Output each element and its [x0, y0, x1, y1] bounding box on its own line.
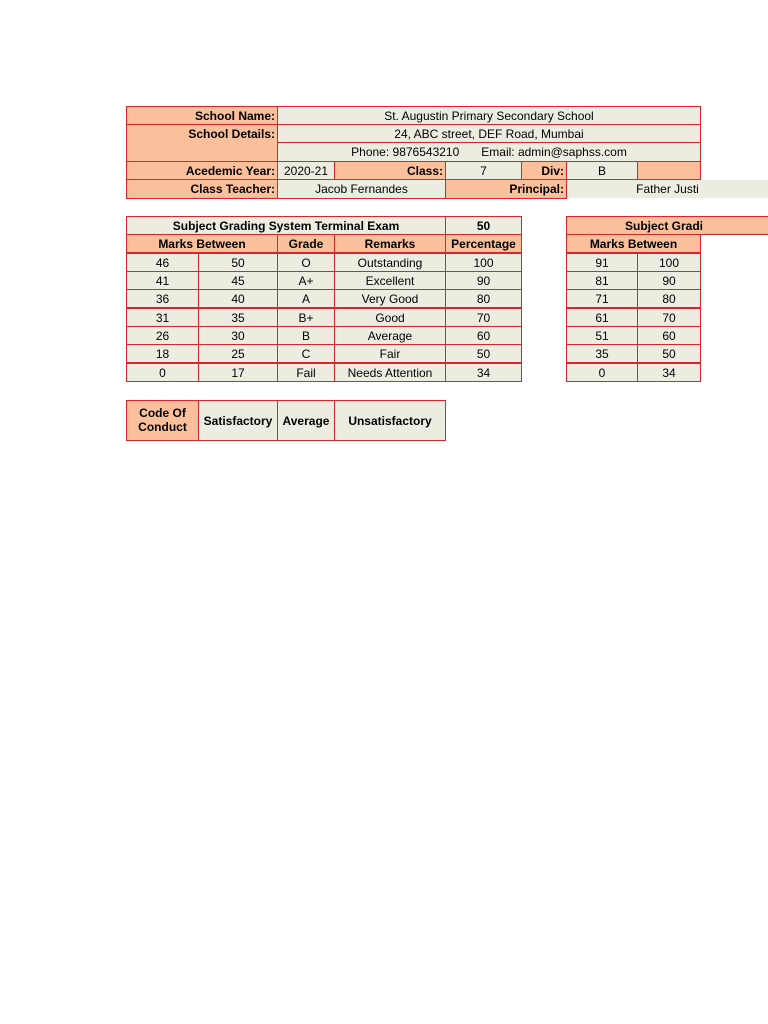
terminal-cell-marks-to: 17: [198, 363, 278, 382]
class-teacher-label: Class Teacher:: [126, 179, 278, 199]
terminal-cell-remarks: Average: [334, 326, 446, 345]
academic-year-value: 2020-21: [277, 161, 335, 180]
second-cell-marks-from: 35: [566, 344, 638, 363]
terminal-cell-grade: A: [277, 289, 335, 308]
school-contact: [277, 142, 701, 162]
terminal-cell-grade: A+: [277, 271, 335, 290]
terminal-cell-grade: O: [277, 253, 335, 272]
second-cell-marks-to: 34: [637, 363, 701, 382]
terminal-cell-remarks: Outstanding: [334, 253, 446, 272]
header-percentage: Percentage: [445, 234, 522, 253]
principal-value: Father Justi: [566, 180, 768, 198]
second-cell-marks-to: 100: [637, 253, 701, 272]
school-phone: Phone: 9876543210: [351, 145, 460, 159]
conduct-unsatisfactory: Unsatisfactory: [334, 400, 446, 441]
second-cell-marks-from: 91: [566, 253, 638, 272]
terminal-cell-remarks: Excellent: [334, 271, 446, 290]
second-cell-marks-to: 90: [637, 271, 701, 290]
second-cell-marks-from: 51: [566, 326, 638, 345]
principal-label: Principal:: [445, 179, 567, 199]
school-name-label: School Name:: [126, 106, 278, 125]
header-marks-between: Marks Between: [126, 234, 278, 253]
terminal-cell-percentage: 80: [445, 289, 522, 308]
terminal-cell-grade: B+: [277, 308, 335, 327]
terminal-cell-remarks: Very Good: [334, 289, 446, 308]
school-details-label: School Details:: [126, 124, 278, 162]
terminal-cell-marks-to: 35: [198, 308, 278, 327]
terminal-cell-marks-from: 18: [126, 344, 199, 363]
second-cell-marks-to: 60: [637, 326, 701, 345]
school-name-value: St. Augustin Primary Secondary School: [277, 106, 701, 125]
school-address: 24, ABC street, DEF Road, Mumbai: [277, 124, 701, 143]
terminal-cell-remarks: Fair: [334, 344, 446, 363]
terminal-cell-remarks: Good: [334, 308, 446, 327]
terminal-cell-marks-from: 31: [126, 308, 199, 327]
conduct-satisfactory: Satisfactory: [198, 400, 278, 441]
empty-cell: [637, 161, 701, 180]
terminal-cell-marks-from: 26: [126, 326, 199, 345]
terminal-cell-percentage: 60: [445, 326, 522, 345]
second-cell-marks-from: 0: [566, 363, 638, 382]
academic-year-label: Acedemic Year:: [126, 161, 278, 180]
terminal-cell-marks-to: 25: [198, 344, 278, 363]
div-label: Div:: [521, 161, 567, 180]
terminal-cell-grade: C: [277, 344, 335, 363]
header-grade: Grade: [277, 234, 335, 253]
terminal-cell-percentage: 34: [445, 363, 522, 382]
class-value: 7: [445, 161, 522, 180]
terminal-max-marks: 50: [445, 216, 522, 235]
second-table-title: Subject Gradi: [566, 216, 768, 235]
second-header-marks-between: Marks Between: [566, 234, 701, 253]
second-cell-marks-from: 61: [566, 308, 638, 327]
second-cell-marks-to: 50: [637, 344, 701, 363]
terminal-cell-marks-to: 50: [198, 253, 278, 272]
second-cell-marks-from: 81: [566, 271, 638, 290]
terminal-cell-marks-from: 41: [126, 271, 199, 290]
second-cell-marks-to: 70: [637, 308, 701, 327]
second-cell-marks-from: 71: [566, 289, 638, 308]
code-of-conduct-label: Code Of Conduct: [126, 400, 199, 441]
terminal-cell-percentage: 50: [445, 344, 522, 363]
terminal-cell-percentage: 70: [445, 308, 522, 327]
terminal-cell-grade: Fail: [277, 363, 335, 382]
terminal-title: Subject Grading System Terminal Exam: [126, 216, 446, 235]
school-email: Email: admin@saphss.com: [481, 145, 627, 159]
terminal-cell-marks-from: 36: [126, 289, 199, 308]
terminal-cell-marks-from: 0: [126, 363, 199, 382]
class-label: Class:: [334, 161, 446, 180]
terminal-cell-marks-from: 46: [126, 253, 199, 272]
terminal-cell-percentage: 90: [445, 271, 522, 290]
terminal-cell-grade: B: [277, 326, 335, 345]
header-remarks: Remarks: [334, 234, 446, 253]
terminal-cell-percentage: 100: [445, 253, 522, 272]
div-value: B: [566, 161, 638, 180]
terminal-cell-marks-to: 40: [198, 289, 278, 308]
conduct-average: Average: [277, 400, 335, 441]
terminal-cell-remarks: Needs Attention: [334, 363, 446, 382]
second-cell-marks-to: 80: [637, 289, 701, 308]
terminal-cell-marks-to: 30: [198, 326, 278, 345]
terminal-cell-marks-to: 45: [198, 271, 278, 290]
class-teacher-value: Jacob Fernandes: [277, 179, 446, 199]
